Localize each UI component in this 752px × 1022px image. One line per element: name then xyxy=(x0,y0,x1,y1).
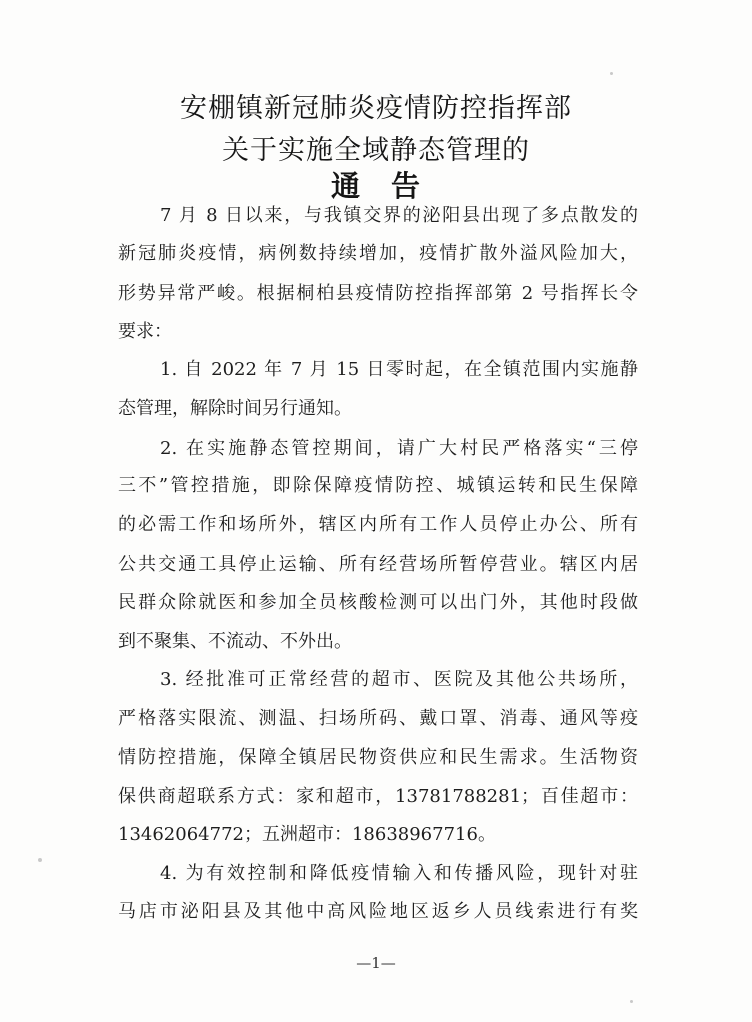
item2-line-4: 公共交通工具停止运输、所有经营场所暂停营业。辖区内居 xyxy=(118,554,638,575)
item2-line-6: 到不聚集、不流动、不外出。 xyxy=(118,631,352,652)
scan-speck xyxy=(38,858,42,862)
item2-line-1: 2. 在实施静态管控期间，请广大村民严格落实“三停 xyxy=(160,438,638,459)
item4-line-2: 马店市泌阳县及其他中高风险地区返乡人员线索进行有奖 xyxy=(118,901,638,922)
item1-line-1: 1. 自 2022 年 7 月 15 日零时起，在全镇范围内实施静 xyxy=(160,359,638,380)
intro-line-2: 新冠肺炎疫情，病例数持续增加，疫情扩散外溢风险加大， xyxy=(118,243,638,264)
item2-line-3: 的必需工作和场所外，辖区内所有工作人员停止办公、所有 xyxy=(118,514,638,535)
page-number: —1— xyxy=(356,954,396,972)
intro-line-3: 形势异常严峻。根据桐柏县疫情防控指挥部第 2 号指挥长令 xyxy=(118,283,638,304)
title-line-3: 通 告 xyxy=(330,169,421,203)
item3-line-4: 保供商超联系方式：家和超市，13781788281；百佳超市： xyxy=(118,786,638,807)
title-line-2: 关于实施全域静态管理的 xyxy=(222,135,530,166)
item2-line-5: 民群众除就医和参加全员核酸检测可以出门外，其他时段做 xyxy=(118,592,638,613)
item2-line-2: 三不”管控措施，即除保障疫情防控、城镇运转和民生保障 xyxy=(118,475,638,496)
scan-speck xyxy=(630,1000,633,1003)
intro-line-4: 要求： xyxy=(118,321,172,342)
item4-line-1: 4. 为有效控制和降低疫情输入和传播风险，现针对驻 xyxy=(160,863,638,884)
intro-line-1: 7 月 8 日以来，与我镇交界的泌阳县出现了多点散发的 xyxy=(160,205,638,226)
item3-line-1: 3. 经批准可正常经营的超市、医院及其他公共场所， xyxy=(160,669,638,690)
item3-line-2: 严格落实限流、测温、扫场所码、戴口罩、消毒、通风等疫 xyxy=(118,708,638,729)
item3-line-3: 情防控措施，保障全镇居民物资供应和民生需求。生活物资 xyxy=(118,747,638,768)
item1-line-2: 态管理，解除时间另行通知。 xyxy=(118,398,352,419)
item3-line-5: 13462064772；五洲超市：18638967716。 xyxy=(118,824,496,845)
title-line-1: 安棚镇新冠肺炎疫情防控指挥部 xyxy=(180,93,572,124)
scan-speck xyxy=(610,72,613,75)
